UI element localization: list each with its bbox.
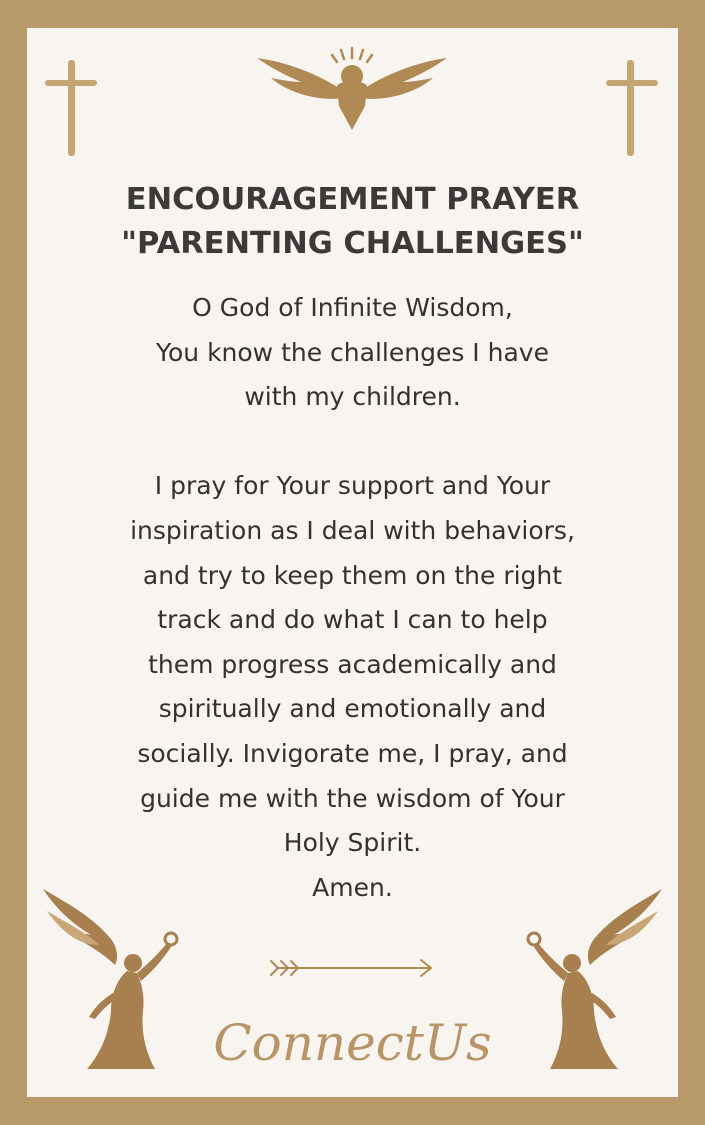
prayer-line: with my children. — [244, 382, 461, 412]
prayer-line: guide me with the wisdom of Your — [140, 783, 565, 813]
title-line-1: ENCOURAGEMENT PRAYER — [125, 182, 580, 217]
prayer-line: socially. Invigorate me, I pray, and — [137, 738, 568, 768]
prayer-line: O God of Infinite Wisdom, — [192, 293, 513, 322]
prayer-line: spiritually and emotionally and — [158, 694, 547, 724]
prayer-line: You know the challenges I have — [156, 337, 549, 367]
prayer-line: track and do what I can to help — [157, 605, 548, 635]
prayer-line: and try to keep them on the right — [142, 560, 563, 590]
arrow-icon — [267, 956, 437, 980]
title-line-2: "PARENTING CHALLENGES" — [121, 226, 584, 261]
prayer-line: Amen. — [312, 872, 393, 902]
cross-icon — [45, 60, 101, 156]
brand-logo: ConnectUs — [213, 1014, 492, 1072]
prayer-line: them progress academically and — [148, 649, 557, 679]
prayer-line: I pray for Your support and Your — [154, 471, 551, 501]
prayer-line: inspiration as I deal with behaviors, — [130, 515, 575, 545]
prayer-line: Holy Spirit. — [283, 828, 422, 858]
cross-icon — [604, 60, 660, 156]
prayer-title — [27, 178, 678, 266]
prayer-card — [27, 28, 678, 1097]
prayer-text — [47, 286, 658, 910]
winged-sun-icon — [257, 44, 447, 130]
